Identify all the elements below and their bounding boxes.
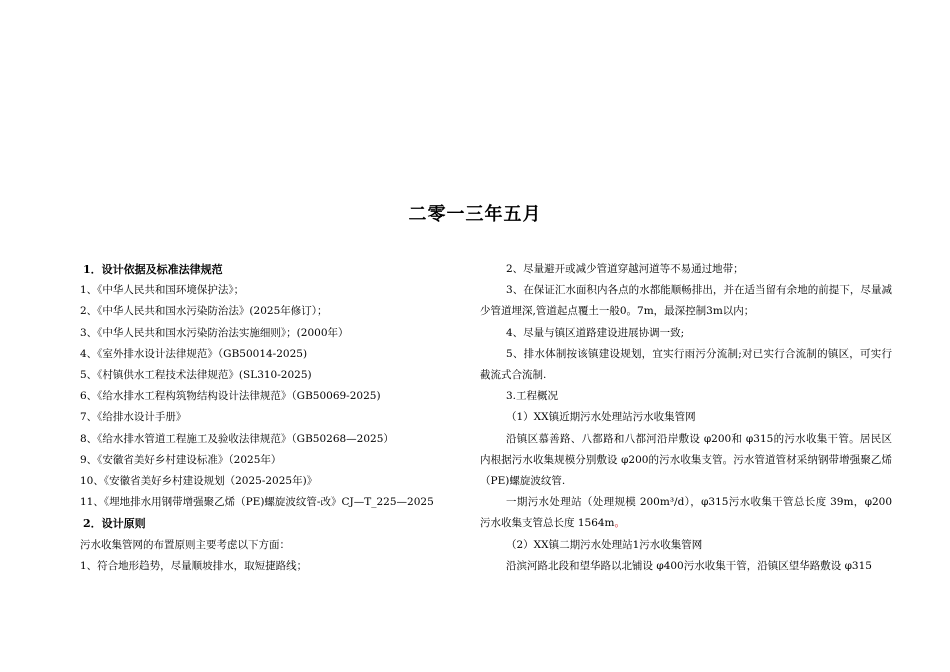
section-heading-project-overview: 3.工程概况: [506, 390, 559, 403]
principle-item: 3、在保证汇水面积内各点的水都能顺畅排出，并在适当留有余地的前提下，尽量减少管道埋深,管道起点覆土一般0。7m，最深控制3m以内；: [480, 284, 892, 318]
document-date-title: 二零一三年五月: [408, 204, 542, 225]
intro-text: 污水收集管网的布置原则主要考虑以下方面：: [80, 538, 290, 551]
right-column: [480, 259, 892, 577]
principle-item: 1、符合地形趋势，尽量顺坡排水，取短捷路线；: [80, 559, 308, 572]
list-item: 8、《给水排水管道工程施工及验收法律规范》（GB50268—2025）: [80, 432, 394, 445]
list-item: 10、《安徽省美好乡村建设规划（2025-2025年)》: [80, 475, 318, 488]
list-item: 2、《中华人民共和国水污染防治法》(2025年修订）；: [80, 305, 328, 318]
list-item: 9、《安徽省美好乡村建设标准》（2025年）: [80, 453, 282, 466]
subsection-heading: （2）XX镇二期污水处理站1污水收集管网: [506, 538, 703, 551]
section-heading-design-basis: 1．设计依据及标准法律规范: [83, 263, 223, 276]
list-item: 1、《中华人民共和国环境保护法》；: [80, 284, 245, 297]
list-item: 11、《埋地排水用钢带增强聚乙烯（PE)螺旋波纹管-改》CJ—T_225—2025: [80, 496, 434, 509]
list-item: 5、《村镇供水工程技术法律规范》(SL310-2025): [80, 369, 312, 382]
principle-item: 2、尽量避开或减少管道穿越河道等不易通过地带；: [506, 263, 744, 275]
principle-item: 5、排水体制按该镇建设规划，宜实行雨污分流制;对已实行合流制的镇区，可实行截流式合流制.: [480, 347, 892, 382]
body-text: 一期污水处理站（处理规模 200m³/d），φ315污水收集干管总长度 39m，φ200污水收集支管总长度 1564m: [480, 496, 892, 530]
left-column: [80, 259, 460, 577]
list-item: 7、《给排水设计手册》: [80, 411, 187, 424]
body-paragraph: 沿镇区慕善路、八都路和八都河沿岸敷设 φ200和 φ315的污水收集干管。居民区内根据污水收集规模分别敷设 φ200的污水收集支管。污水管道管材采纳钢带增强聚乙烯（PE)螺旋波纹管.: [480, 432, 892, 488]
list-item: 3、《中华人民共和国水污染防治法实施细则》；(2000年）: [80, 326, 349, 339]
subsection-heading: （1）XX镇近期污水处理站污水收集管网: [506, 411, 696, 424]
principle-item: 4、尽量与镇区道路建设进展协调一致;: [506, 326, 685, 339]
list-item: 4、《室外排水设计法律规范》（GB50014-2025): [80, 347, 308, 360]
red-mark: 。: [614, 517, 626, 530]
section-heading-design-principles: 2．设计原则: [83, 517, 146, 531]
body-paragraph: [480, 492, 892, 534]
list-item: 6、《给水排水工程构筑物结构设计法律规范》（GB50069-2025): [80, 390, 381, 403]
body-paragraph: 沿滨河路北段和望华路以北铺设 φ400污水收集干管，沿镇区望华路敷设 φ315: [506, 559, 872, 572]
